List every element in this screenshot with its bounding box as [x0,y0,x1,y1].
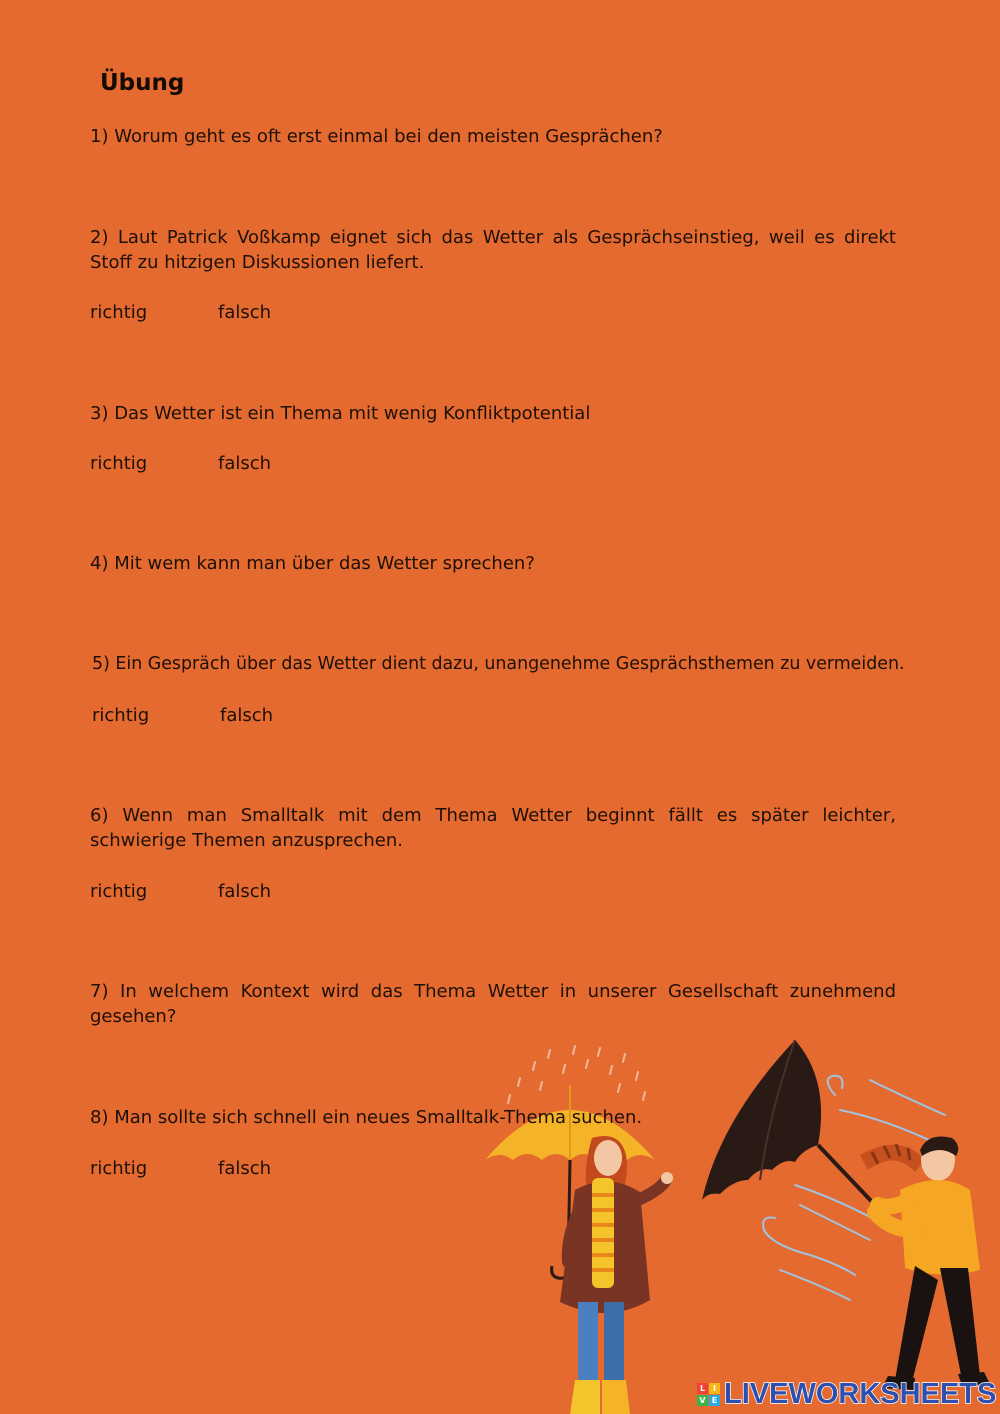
q8-richtig-option[interactable]: richtig [90,1158,148,1179]
question-7: 7) In welchem Kontext wird das Thema Wetter in unserer Gesellschaft zunehmend gesehen? [90,981,896,1027]
question-2: 2) Laut Patrick Voßkamp eignet sich das Wetter als Gesprächseinstieg, weil es direkt Stoff zu hitzigen Diskussionen liefert. [90,227,896,273]
q2-falsch-option[interactable]: falsch [218,302,272,323]
man-with-inverted-umbrella-illustration [700,1040,1000,1410]
liveworksheets-logo[interactable] [697,1378,996,1411]
q6-falsch-option[interactable]: falsch [218,881,272,902]
question-6: 6) Wenn man Smalltalk mit dem Thema Wetter beginnt fällt es später leichter, schwierige Themen anzusprechen. [90,805,896,851]
q3-falsch-option[interactable]: falsch [218,453,272,474]
liveworksheets-logo-icon: L I V E [697,1383,720,1406]
question-4: 4) Mit wem kann man über das Wetter sprechen? [90,553,535,574]
question-5: 5) Ein Gespräch über das Wetter dient dazu, unangenehme Gesprächsthemen zu vermeiden. [92,654,905,674]
question-1: 1) Worum geht es oft erst einmal bei den meisten Gesprächen? [90,126,663,147]
question-8: 8) Man sollte sich schnell ein neues Smalltalk-Thema suchen. [90,1107,643,1128]
q8-falsch-option[interactable]: falsch [218,1158,272,1179]
q3-richtig-option[interactable]: richtig [90,453,148,474]
rain-drops [508,1046,645,1103]
q6-richtig-option[interactable]: richtig [90,881,148,902]
q2-richtig-option[interactable]: richtig [90,302,148,323]
liveworksheets-logo-text: LIVEWORKSHEETS [724,1378,997,1410]
woman-with-umbrella-illustration [480,1040,680,1414]
question-3: 3) Das Wetter ist ein Thema mit wenig Konfliktpotential [90,403,591,424]
q5-richtig-option[interactable]: richtig [92,705,150,726]
scarf [860,1145,925,1172]
page-title: Übung [100,70,185,96]
q5-falsch-option[interactable]: falsch [220,705,274,726]
